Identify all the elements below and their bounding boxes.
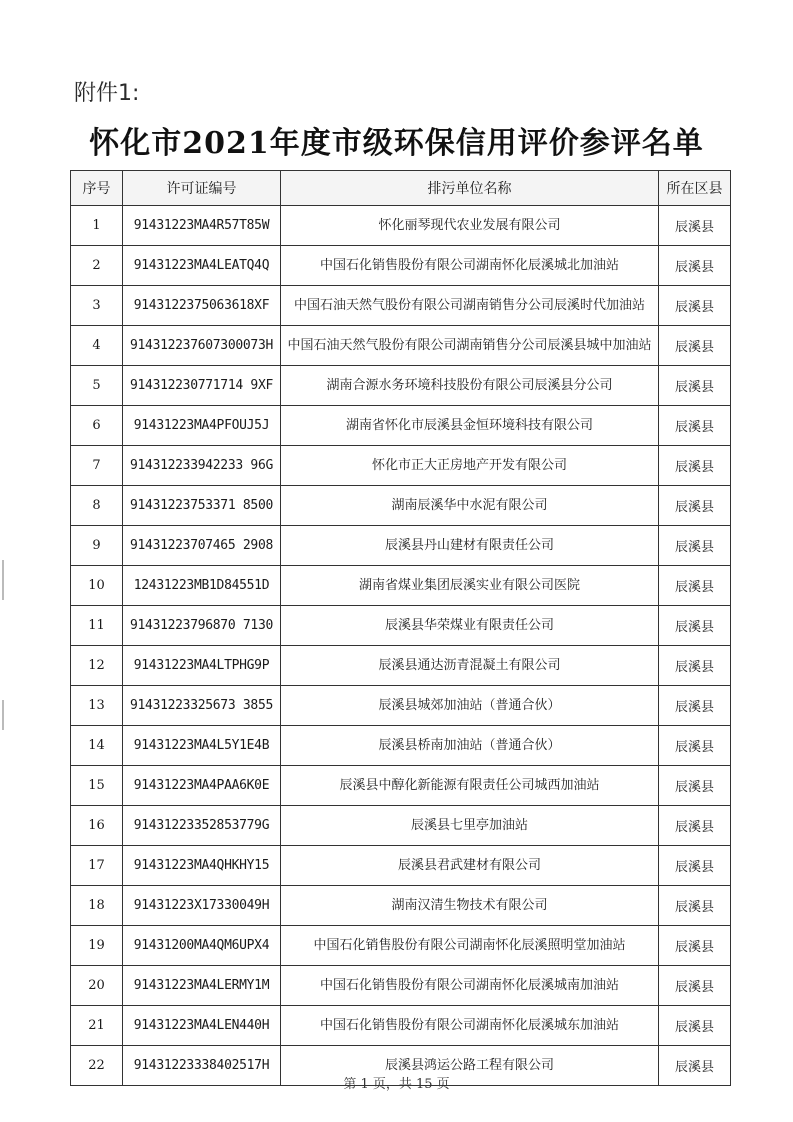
unit-name-cell: 湖南省煤业集团辰溪实业有限公司医院 [281,566,659,606]
unit-name-cell: 中国石油天然气股份有限公司湖南销售分公司辰溪时代加油站 [281,286,659,326]
county-cell: 辰溪县 [659,886,731,926]
permit-number-cell: 91431223MA4QHKHY15 [123,846,281,886]
serial-cell: 4 [71,326,123,366]
header-permit-number: 许可证编号 [123,171,281,206]
header-unit-name: 排污单位名称 [281,171,659,206]
county-cell: 辰溪县 [659,1046,731,1086]
permit-number-cell: 91431223MA4LEATQ4Q [123,246,281,286]
permit-number-cell: 91431223338402517H [123,1046,281,1086]
county-cell: 辰溪县 [659,766,731,806]
table-row [71,726,731,766]
county-cell: 辰溪县 [659,206,731,246]
permit-number-cell: 91431223352853779G [123,806,281,846]
table-row [71,806,731,846]
unit-name-cell: 辰溪县桥南加油站（普通合伙） [281,726,659,766]
table-row [71,566,731,606]
serial-cell: 2 [71,246,123,286]
table-row [71,686,731,726]
unit-name-cell: 怀化市正大正房地产开发有限公司 [281,446,659,486]
serial-cell: 6 [71,406,123,446]
county-cell: 辰溪县 [659,406,731,446]
county-cell: 辰溪县 [659,446,731,486]
table-row [71,406,731,446]
scan-margin-mark [2,700,4,730]
table-row [71,766,731,806]
permit-number-cell: 91431223X17330049H [123,886,281,926]
table-row [71,446,731,486]
header-serial: 序号 [71,171,123,206]
serial-cell: 3 [71,286,123,326]
county-cell: 辰溪县 [659,646,731,686]
table-row [71,926,731,966]
serial-cell: 8 [71,486,123,526]
table-row [71,846,731,886]
permit-number-cell: 91431223707465 2908 [123,526,281,566]
unit-name-cell: 湖南汉清生物技术有限公司 [281,886,659,926]
county-cell: 辰溪县 [659,1006,731,1046]
unit-name-cell: 辰溪县鸿运公路工程有限公司 [281,1046,659,1086]
permit-number-cell: 9143122375063618XF [123,286,281,326]
county-cell: 辰溪县 [659,926,731,966]
serial-cell: 20 [71,966,123,1006]
table-row [71,966,731,1006]
participant-table [70,170,731,1086]
county-cell: 辰溪县 [659,246,731,286]
unit-name-cell: 中国石化销售股份有限公司湖南怀化辰溪城东加油站 [281,1006,659,1046]
county-cell: 辰溪县 [659,846,731,886]
table-row [71,646,731,686]
permit-number-cell: 91431223753371 8500 [123,486,281,526]
county-cell: 辰溪县 [659,526,731,566]
permit-number-cell: 914312237607300073H [123,326,281,366]
unit-name-cell: 湖南合源水务环境科技股份有限公司辰溪县分公司 [281,366,659,406]
serial-cell: 16 [71,806,123,846]
table-row [71,486,731,526]
county-cell: 辰溪县 [659,726,731,766]
table-body [71,206,731,1086]
unit-name-cell: 辰溪县君武建材有限公司 [281,846,659,886]
serial-cell: 7 [71,446,123,486]
table-row [71,326,731,366]
unit-name-cell: 辰溪县中醇化新能源有限责任公司城西加油站 [281,766,659,806]
unit-name-cell: 辰溪县七里亭加油站 [281,806,659,846]
unit-name-cell: 湖南省怀化市辰溪县金恒环境科技有限公司 [281,406,659,446]
permit-number-cell: 91431223MA4PFOUJ5J [123,406,281,446]
county-cell: 辰溪县 [659,686,731,726]
permit-number-cell: 91431223MA4R57T85W [123,206,281,246]
page-footer: 第 1 页，共 15 页 [343,1077,450,1092]
county-cell: 辰溪县 [659,806,731,846]
serial-cell: 10 [71,566,123,606]
table-row [71,606,731,646]
scan-margin-mark [2,560,4,600]
unit-name-cell: 中国石化销售股份有限公司湖南怀化辰溪城北加油站 [281,246,659,286]
table-row [71,526,731,566]
table-row [71,366,731,406]
table-row [71,206,731,246]
permit-number-cell: 91431200MA4QM6UPX4 [123,926,281,966]
serial-cell: 1 [71,206,123,246]
permit-number-cell: 91431223796870 7130 [123,606,281,646]
serial-cell: 17 [71,846,123,886]
permit-number-cell: 91431223325673 3855 [123,686,281,726]
unit-name-cell: 怀化丽琴现代农业发展有限公司 [281,206,659,246]
permit-number-cell: 914312230771714 9XF [123,366,281,406]
table-row [71,246,731,286]
permit-number-cell: 91431223MA4LEN440H [123,1006,281,1046]
unit-name-cell: 辰溪县通达沥青混凝土有限公司 [281,646,659,686]
unit-name-cell: 中国石化销售股份有限公司湖南怀化辰溪照明堂加油站 [281,926,659,966]
serial-cell: 15 [71,766,123,806]
unit-name-cell: 湖南辰溪华中水泥有限公司 [281,486,659,526]
serial-cell: 21 [71,1006,123,1046]
county-cell: 辰溪县 [659,366,731,406]
serial-cell: 19 [71,926,123,966]
county-cell: 辰溪县 [659,966,731,1006]
table-row [71,286,731,326]
county-cell: 辰溪县 [659,566,731,606]
document-title: 怀化市2021年度市级环保信用评价参评名单 [89,126,704,161]
permit-number-cell: 12431223MB1D84551D [123,566,281,606]
serial-cell: 14 [71,726,123,766]
serial-cell: 11 [71,606,123,646]
permit-number-cell: 914312233942233 96G [123,446,281,486]
county-cell: 辰溪县 [659,486,731,526]
header-county: 所在区县 [659,171,731,206]
attachment-label: 附件1: [74,81,140,106]
serial-cell: 12 [71,646,123,686]
table-row [71,1006,731,1046]
unit-name-cell: 辰溪县城郊加油站（普通合伙） [281,686,659,726]
unit-name-cell: 中国石油天然气股份有限公司湖南销售分公司辰溪县城中加油站 [281,326,659,366]
serial-cell: 13 [71,686,123,726]
permit-number-cell: 91431223MA4LERMY1M [123,966,281,1006]
county-cell: 辰溪县 [659,606,731,646]
unit-name-cell: 辰溪县华荣煤业有限责任公司 [281,606,659,646]
permit-number-cell: 91431223MA4L5Y1E4B [123,726,281,766]
permit-number-cell: 91431223MA4LTPHG9P [123,646,281,686]
permit-number-cell: 91431223MA4PAA6K0E [123,766,281,806]
table-row [71,886,731,926]
unit-name-cell: 中国石化销售股份有限公司湖南怀化辰溪城南加油站 [281,966,659,1006]
county-cell: 辰溪县 [659,326,731,366]
serial-cell: 18 [71,886,123,926]
serial-cell: 5 [71,366,123,406]
serial-cell: 22 [71,1046,123,1086]
county-cell: 辰溪县 [659,286,731,326]
table-header-row [71,171,731,206]
unit-name-cell: 辰溪县丹山建材有限责任公司 [281,526,659,566]
serial-cell: 9 [71,526,123,566]
